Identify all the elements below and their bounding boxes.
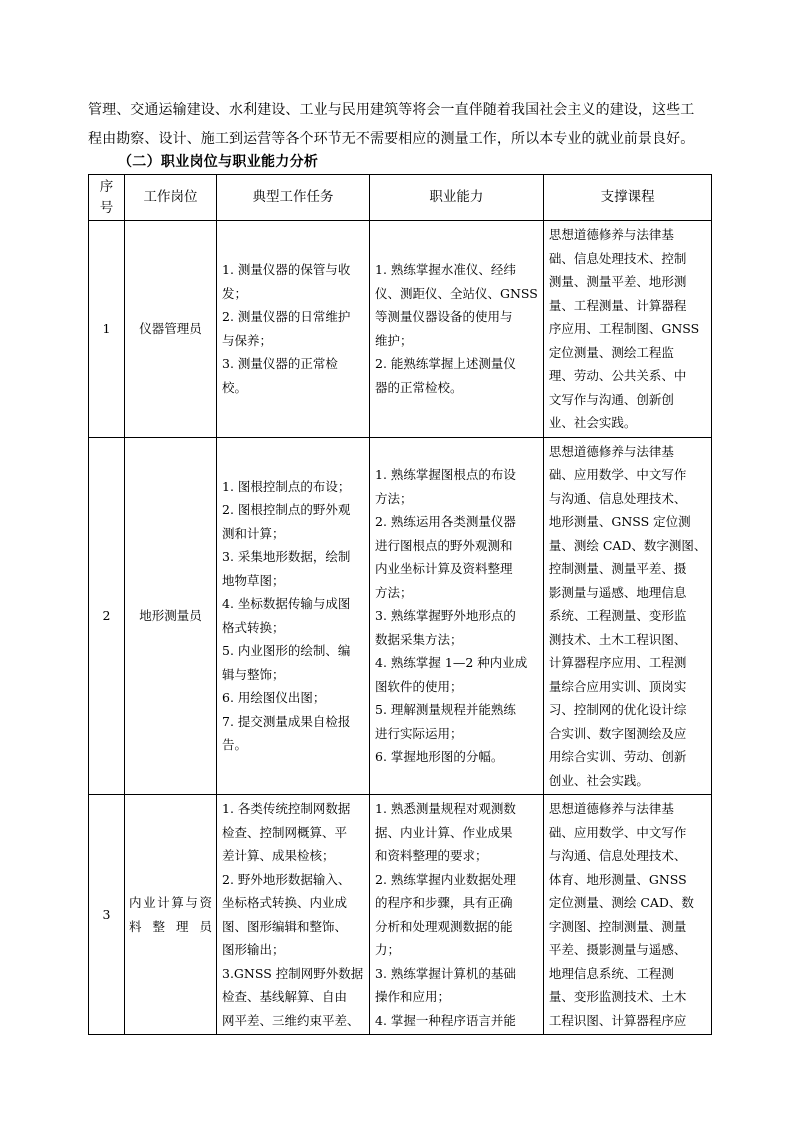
cell-line: 6. 掌握地形图的分幅。	[375, 749, 504, 764]
cell-line: 5. 理解测量规程并能熟练	[375, 702, 516, 717]
cell-line: 测量、测量平差、地形测	[548, 274, 687, 289]
cell-line: 2. 野外地形数据输入、	[222, 871, 351, 887]
cell-line: 校。	[222, 379, 248, 395]
cell-line: 4. 熟练掌握 1—2 种内业成	[375, 655, 528, 670]
cell-line: 2. 能熟练掌握上述测量仪	[375, 356, 516, 372]
cell-line: 思想道德修养与法律基	[548, 443, 674, 459]
row-ability	[370, 221, 544, 438]
cell-line: 控制测量、测量平差、摄	[548, 561, 687, 576]
cell-line: 辑与整饰；	[222, 666, 285, 682]
header-tasks: 典型工作任务	[217, 175, 370, 221]
cell-line: 发；	[222, 285, 248, 301]
cell-line: 测技术、土木工程识图、	[548, 631, 687, 647]
row-tasks	[217, 795, 370, 1035]
cell-line: 1. 图根控制点的布设；	[222, 478, 351, 494]
cell-line: 4. 坐标数据传输与成图	[222, 596, 351, 612]
cell-line: 的程序和步骤，具有正确	[375, 895, 513, 910]
cell-line: 1. 熟练掌握图根点的布设	[375, 467, 516, 482]
cell-line: 体育、地形测量、GNSS	[548, 871, 687, 887]
row-ability	[370, 437, 544, 795]
cell-line: 方法；	[375, 490, 413, 506]
cell-line: 图形输出；	[222, 942, 285, 957]
cell-line: 3. 熟练掌握野外地形点的	[375, 608, 516, 623]
intro-line: 程由勘察、设计、施工到运营等各个环节无不需要相应的测量工作，所以本专业的就业前景良好。	[88, 131, 695, 147]
cell-line: 1. 熟悉测量规程对观测数	[375, 801, 516, 816]
cell-line: 与沟通、信息处理技术、	[548, 490, 687, 506]
cell-line: 础、应用数学、中文写作	[548, 467, 687, 482]
cell-line: 定位测量、测绘工程监	[548, 344, 674, 360]
cell-line: 文写作与沟通、创新创	[548, 391, 674, 407]
cell-line: 2. 图根控制点的野外观	[222, 502, 351, 518]
cell-line: 量、工程测量、计算器程	[548, 297, 687, 313]
cell-line: 6. 用绘图仪出图；	[222, 690, 326, 706]
cell-line: 与沟通、信息处理技术、	[548, 848, 687, 863]
cell-line: 方法；	[375, 584, 413, 600]
row-number: 3	[89, 795, 125, 1035]
table-header-row	[89, 175, 712, 221]
cell-line: 分析和处理观测数据的能	[375, 918, 513, 934]
cell-line: 业、社会实践。	[548, 415, 637, 430]
intro-paragraph	[88, 96, 706, 154]
cell-line: 检查、控制网概算、平	[222, 824, 348, 840]
cell-line: 测和计算；	[222, 525, 285, 541]
cell-line: 用综合实训、劳动、创新	[548, 749, 687, 764]
cell-line: 思想道德修养与法律基	[548, 227, 674, 242]
cell-line: 创业、社会实践。	[548, 772, 649, 788]
cell-line: 4. 掌握一种程序语言并能	[375, 1012, 516, 1028]
cell-line: 平差、摄影测量与遥感、	[548, 942, 687, 957]
cell-line: 地理信息系统、工程测	[548, 965, 674, 981]
header-no-line: 序	[99, 178, 114, 195]
cell-line: 1. 各类传统控制网数据	[222, 801, 351, 816]
row-courses	[543, 437, 712, 795]
cell-line: 序应用、工程制图、GNSS	[548, 321, 700, 336]
cell-line: 据、内业计算、作业成果	[375, 824, 513, 840]
section-heading: （二）职业岗位与职业能力分析	[118, 154, 319, 170]
cell-line: 图软件的使用；	[375, 678, 463, 694]
cell-line: 2. 测量仪器的日常维护	[222, 309, 351, 325]
row-number: 1	[89, 221, 125, 438]
header-ability: 职业能力	[370, 175, 544, 221]
table-row	[89, 795, 712, 1035]
cell-line: 工程识图、计算器程序应	[548, 1012, 687, 1028]
intro-line: 管理、交通运输建设、水利建设、工业与民用建筑等将会一直伴随着我国社会主义的建设，这些工	[88, 102, 695, 118]
row-courses	[543, 795, 712, 1035]
cell-line: 图、图形编辑和整饰、	[222, 918, 348, 934]
row-courses	[543, 221, 712, 438]
cell-line: 内业坐标计算及资料整理	[375, 561, 513, 576]
table-row	[89, 221, 712, 438]
cell-line: 差计算、成果检核；	[222, 848, 335, 863]
cell-line: 理、劳动、公共关系、中	[548, 368, 687, 383]
cell-line: 量、测绘 CAD、数字测图、	[548, 537, 707, 553]
cell-line: 数据采集方法；	[375, 631, 463, 647]
cell-line: 与保养；	[222, 332, 273, 348]
cell-line: 1. 测量仪器的保管与收	[222, 262, 351, 278]
cell-line: 3. 熟练掌握计算机的基础	[375, 965, 516, 981]
cell-line: 习、控制网的优化设计综	[548, 702, 687, 717]
cell-line: 合实训、数字图测绘及应	[548, 725, 687, 741]
cell-line: 器的正常检校。	[375, 379, 463, 395]
header-position: 工作岗位	[125, 175, 217, 221]
cell-line: 检查、基线解算、自由	[222, 989, 348, 1004]
cell-line: 础、应用数学、中文写作	[548, 824, 687, 840]
row-position: 地形测量员	[125, 437, 217, 795]
row-tasks	[217, 437, 370, 795]
header-no-line: 号	[99, 199, 114, 216]
cell-line: 地物草图；	[222, 572, 285, 588]
cell-line: 5. 内业图形的绘制、编	[222, 643, 351, 659]
row-ability	[370, 795, 544, 1035]
cell-line: 影测量与遥感、地理信息	[548, 584, 687, 600]
row-number: 2	[89, 437, 125, 795]
cell-line: 进行实际运用；	[375, 725, 463, 741]
row-tasks	[217, 221, 370, 438]
cell-line: 2. 熟练运用各类测量仪器	[375, 514, 516, 529]
cell-line: 1. 熟练掌握水准仪、经纬	[375, 262, 516, 278]
cell-line: 格式转换；	[222, 619, 285, 635]
cell-line: 2. 熟练掌握内业数据处理	[375, 871, 516, 887]
row-position: 内业计算与资料整理员	[125, 795, 217, 1035]
cell-line: 操作和应用；	[375, 989, 451, 1004]
cell-line: 力；	[375, 942, 401, 957]
cell-line: 系统、工程测量、变形监	[548, 608, 687, 623]
cell-line: 字测图、控制测量、测量	[548, 918, 687, 934]
cell-line: 仪、测距仪、全站仪、GNSS	[375, 285, 538, 301]
cell-line: 7. 提交测量成果自检报	[222, 713, 351, 729]
row-position: 仪器管理员	[125, 221, 217, 438]
cell-line: 3. 测量仪器的正常检	[222, 356, 338, 372]
header-courses: 支撑课程	[543, 175, 712, 221]
cell-line: 计算器程序应用、工程测	[548, 655, 687, 670]
cell-line: 础、信息处理技术、控制	[548, 250, 687, 266]
cell-line: 和资料整理的要求；	[375, 848, 488, 863]
cell-line: 思想道德修养与法律基	[548, 801, 674, 816]
cell-line: 定位测量、测绘 CAD、数	[548, 895, 694, 910]
cell-line: 网平差、三维约束平差、	[222, 1012, 360, 1028]
cell-line: 等测量仪器设备的使用与	[375, 309, 513, 325]
cell-line: 量、变形监测技术、土木	[548, 989, 687, 1004]
cell-line: 维护；	[375, 332, 413, 348]
cell-line: 3. 采集地形数据，绘制	[222, 549, 351, 565]
cell-line: 坐标格式转换、内业成	[222, 895, 348, 910]
cell-line: 进行图根点的野外观测和	[375, 537, 513, 553]
table-row	[89, 437, 712, 795]
cell-line: 地形测量、GNSS 定位测	[548, 514, 691, 529]
cell-line: 3.GNSS 控制网野外数据	[222, 965, 364, 981]
header-no	[89, 175, 125, 221]
cell-line: 量综合应用实训、顶岗实	[548, 678, 687, 694]
cell-line: 告。	[222, 737, 248, 753]
job-ability-table	[88, 174, 712, 1035]
